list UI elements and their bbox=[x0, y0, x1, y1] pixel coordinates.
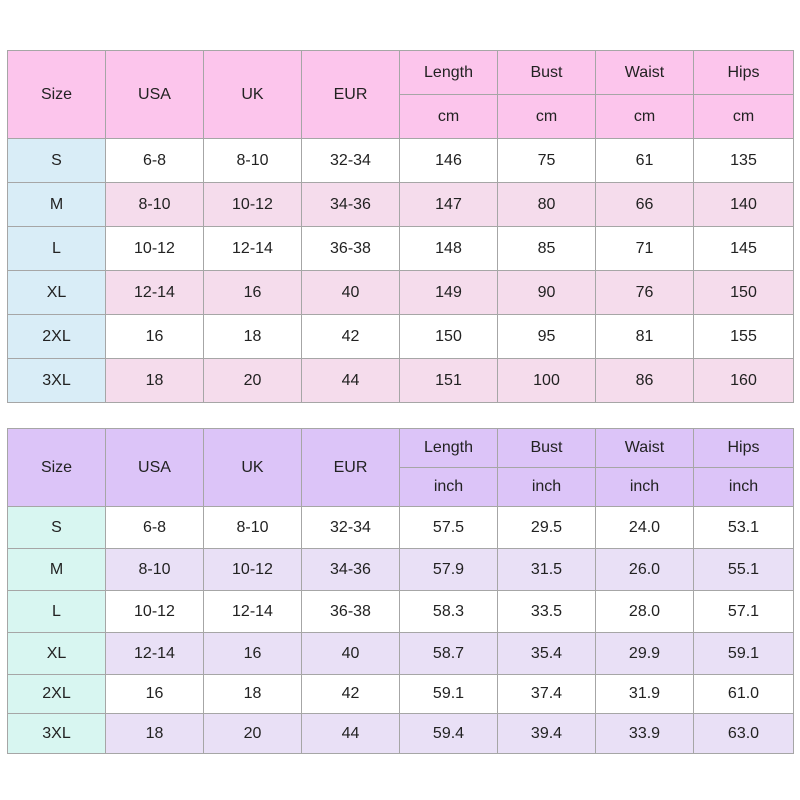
header-usa: USA bbox=[106, 51, 204, 139]
waist-cell: 81 bbox=[596, 315, 694, 359]
header-length-unit: inch bbox=[400, 468, 498, 507]
hips-cell: 135 bbox=[694, 139, 794, 183]
bust-cell: 35.4 bbox=[498, 633, 596, 675]
size-cell: XL bbox=[8, 633, 106, 675]
uk-cell: 10-12 bbox=[204, 549, 302, 591]
eur-cell: 32-34 bbox=[302, 139, 400, 183]
usa-cell: 18 bbox=[106, 359, 204, 403]
length-cell: 150 bbox=[400, 315, 498, 359]
table-row bbox=[8, 271, 794, 315]
header-bust-unit: inch bbox=[498, 468, 596, 507]
size-chart-cm-table bbox=[7, 50, 794, 403]
eur-cell: 32-34 bbox=[302, 507, 400, 549]
hips-cell: 145 bbox=[694, 227, 794, 271]
size-cell: M bbox=[8, 549, 106, 591]
eur-cell: 42 bbox=[302, 675, 400, 714]
length-cell: 59.4 bbox=[400, 714, 498, 754]
usa-cell: 16 bbox=[106, 675, 204, 714]
bust-cell: 95 bbox=[498, 315, 596, 359]
header-size: Size bbox=[8, 51, 106, 139]
hips-cell: 140 bbox=[694, 183, 794, 227]
waist-cell: 86 bbox=[596, 359, 694, 403]
header-hips: Hips bbox=[694, 51, 794, 95]
hips-cell: 63.0 bbox=[694, 714, 794, 754]
bust-cell: 90 bbox=[498, 271, 596, 315]
bust-cell: 39.4 bbox=[498, 714, 596, 754]
usa-cell: 12-14 bbox=[106, 633, 204, 675]
header-waist: Waist bbox=[596, 51, 694, 95]
table-row bbox=[8, 315, 794, 359]
length-cell: 57.5 bbox=[400, 507, 498, 549]
eur-cell: 44 bbox=[302, 359, 400, 403]
waist-cell: 71 bbox=[596, 227, 694, 271]
usa-cell: 18 bbox=[106, 714, 204, 754]
header-usa: USA bbox=[106, 429, 204, 507]
waist-cell: 76 bbox=[596, 271, 694, 315]
usa-cell: 12-14 bbox=[106, 271, 204, 315]
waist-cell: 61 bbox=[596, 139, 694, 183]
waist-cell: 66 bbox=[596, 183, 694, 227]
table-row bbox=[8, 183, 794, 227]
length-cell: 58.7 bbox=[400, 633, 498, 675]
eur-cell: 34-36 bbox=[302, 549, 400, 591]
table-row bbox=[8, 675, 794, 714]
bust-cell: 29.5 bbox=[498, 507, 596, 549]
usa-cell: 6-8 bbox=[106, 507, 204, 549]
waist-cell: 24.0 bbox=[596, 507, 694, 549]
bust-cell: 75 bbox=[498, 139, 596, 183]
header-hips: Hips bbox=[694, 429, 794, 468]
uk-cell: 8-10 bbox=[204, 507, 302, 549]
size-cell: L bbox=[8, 227, 106, 271]
usa-cell: 10-12 bbox=[106, 591, 204, 633]
eur-cell: 36-38 bbox=[302, 591, 400, 633]
size-cell: 3XL bbox=[8, 359, 106, 403]
usa-cell: 8-10 bbox=[106, 183, 204, 227]
table-row bbox=[8, 591, 794, 633]
header-waist-unit: cm bbox=[596, 95, 694, 139]
eur-cell: 34-36 bbox=[302, 183, 400, 227]
header-length: Length bbox=[400, 429, 498, 468]
waist-cell: 26.0 bbox=[596, 549, 694, 591]
hips-cell: 57.1 bbox=[694, 591, 794, 633]
hips-cell: 155 bbox=[694, 315, 794, 359]
usa-cell: 8-10 bbox=[106, 549, 204, 591]
length-cell: 146 bbox=[400, 139, 498, 183]
hips-cell: 160 bbox=[694, 359, 794, 403]
table-row bbox=[8, 139, 794, 183]
size-cell: S bbox=[8, 139, 106, 183]
header-bust-unit: cm bbox=[498, 95, 596, 139]
hips-cell: 61.0 bbox=[694, 675, 794, 714]
eur-cell: 36-38 bbox=[302, 227, 400, 271]
bust-cell: 100 bbox=[498, 359, 596, 403]
header-hips-unit: cm bbox=[694, 95, 794, 139]
hips-cell: 59.1 bbox=[694, 633, 794, 675]
bust-cell: 80 bbox=[498, 183, 596, 227]
uk-cell: 10-12 bbox=[204, 183, 302, 227]
uk-cell: 20 bbox=[204, 714, 302, 754]
table-row bbox=[8, 549, 794, 591]
usa-cell: 6-8 bbox=[106, 139, 204, 183]
size-cell: 3XL bbox=[8, 714, 106, 754]
length-cell: 147 bbox=[400, 183, 498, 227]
uk-cell: 8-10 bbox=[204, 139, 302, 183]
size-cell: M bbox=[8, 183, 106, 227]
size-chart-inch-table bbox=[7, 428, 794, 754]
header-length-unit: cm bbox=[400, 95, 498, 139]
length-cell: 57.9 bbox=[400, 549, 498, 591]
length-cell: 148 bbox=[400, 227, 498, 271]
waist-cell: 31.9 bbox=[596, 675, 694, 714]
header-waist: Waist bbox=[596, 429, 694, 468]
header-waist-unit: inch bbox=[596, 468, 694, 507]
length-cell: 59.1 bbox=[400, 675, 498, 714]
header-bust: Bust bbox=[498, 429, 596, 468]
size-cell: S bbox=[8, 507, 106, 549]
size-cell: XL bbox=[8, 271, 106, 315]
uk-cell: 12-14 bbox=[204, 591, 302, 633]
uk-cell: 18 bbox=[204, 675, 302, 714]
header-uk: UK bbox=[204, 429, 302, 507]
eur-cell: 42 bbox=[302, 315, 400, 359]
bust-cell: 31.5 bbox=[498, 549, 596, 591]
uk-cell: 12-14 bbox=[204, 227, 302, 271]
size-cell: 2XL bbox=[8, 675, 106, 714]
header-eur: EUR bbox=[302, 51, 400, 139]
waist-cell: 33.9 bbox=[596, 714, 694, 754]
header-eur: EUR bbox=[302, 429, 400, 507]
size-cell: 2XL bbox=[8, 315, 106, 359]
size-cell: L bbox=[8, 591, 106, 633]
table-row bbox=[8, 227, 794, 271]
waist-cell: 29.9 bbox=[596, 633, 694, 675]
header-length: Length bbox=[400, 51, 498, 95]
usa-cell: 16 bbox=[106, 315, 204, 359]
header-size: Size bbox=[8, 429, 106, 507]
table-row bbox=[8, 714, 794, 754]
bust-cell: 85 bbox=[498, 227, 596, 271]
length-cell: 151 bbox=[400, 359, 498, 403]
uk-cell: 18 bbox=[204, 315, 302, 359]
header-bust: Bust bbox=[498, 51, 596, 95]
header-hips-unit: inch bbox=[694, 468, 794, 507]
eur-cell: 40 bbox=[302, 633, 400, 675]
length-cell: 149 bbox=[400, 271, 498, 315]
table-row bbox=[8, 359, 794, 403]
length-cell: 58.3 bbox=[400, 591, 498, 633]
eur-cell: 40 bbox=[302, 271, 400, 315]
usa-cell: 10-12 bbox=[106, 227, 204, 271]
hips-cell: 55.1 bbox=[694, 549, 794, 591]
uk-cell: 20 bbox=[204, 359, 302, 403]
hips-cell: 150 bbox=[694, 271, 794, 315]
bust-cell: 37.4 bbox=[498, 675, 596, 714]
header-uk: UK bbox=[204, 51, 302, 139]
table-row bbox=[8, 633, 794, 675]
hips-cell: 53.1 bbox=[694, 507, 794, 549]
bust-cell: 33.5 bbox=[498, 591, 596, 633]
uk-cell: 16 bbox=[204, 633, 302, 675]
waist-cell: 28.0 bbox=[596, 591, 694, 633]
uk-cell: 16 bbox=[204, 271, 302, 315]
eur-cell: 44 bbox=[302, 714, 400, 754]
table-row bbox=[8, 507, 794, 549]
